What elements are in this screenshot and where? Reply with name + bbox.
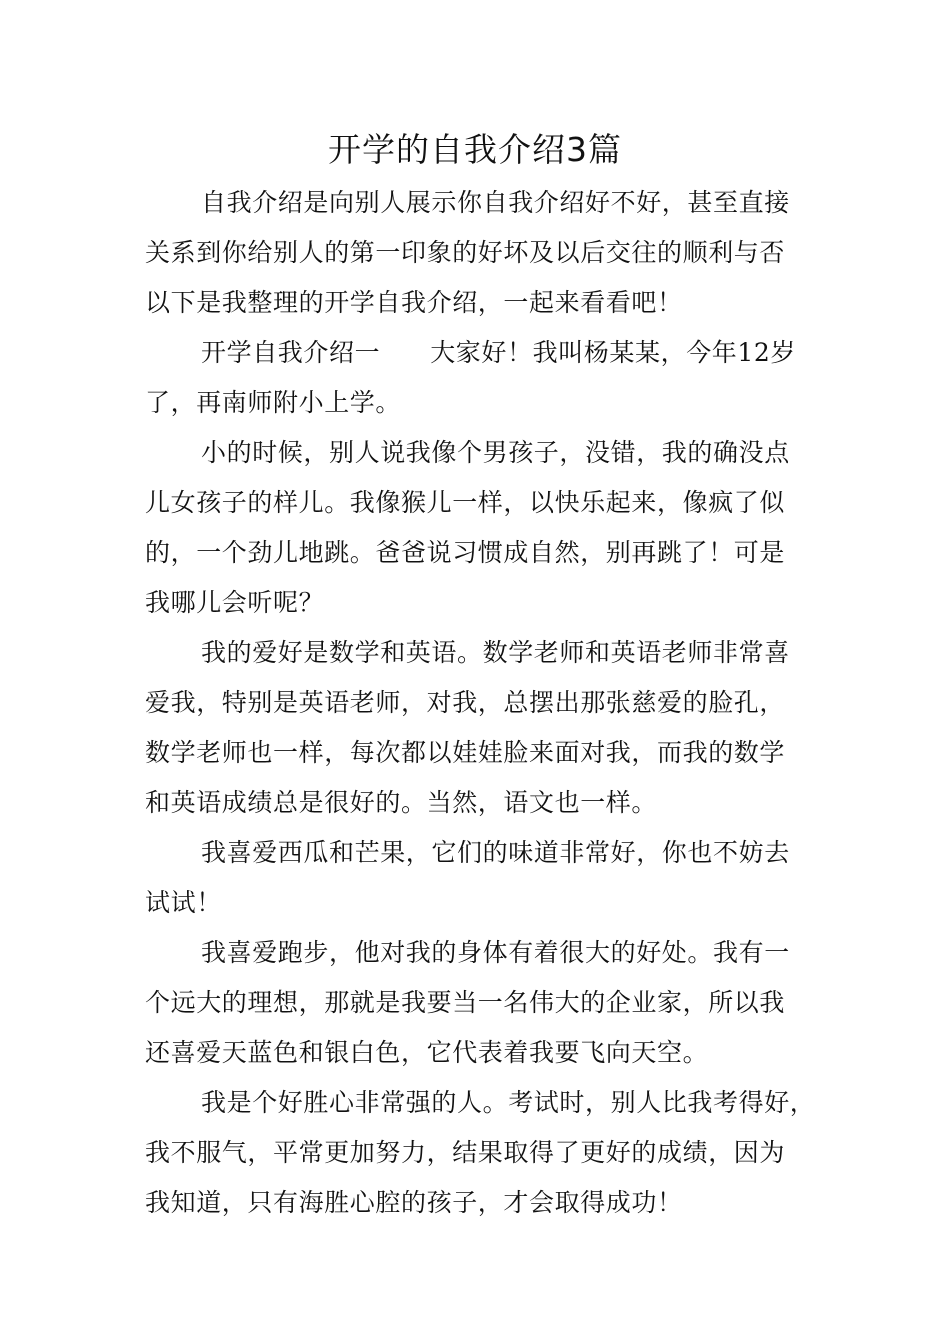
text-line: 关系到你给别人的第一印象的好坏及以后交往的顺利与否 — [145, 238, 786, 267]
text-line: 我的爱好是数学和英语。数学老师和英语老师非常喜 — [201, 638, 790, 667]
text-line: 我喜爱西瓜和芒果，它们的味道非常好，你也不妨去 — [201, 838, 790, 867]
text-line: 试试！ — [145, 888, 222, 917]
text-line: 我不服气，平常更加努力，结果取得了更好的成绩，因为 — [145, 1138, 786, 1167]
text-line: 了，再南师附小上学。 — [145, 388, 402, 417]
text-line: 自我介绍是向别人展示你自我介绍好不好，甚至直接 — [201, 188, 790, 217]
paragraph-section-one — [145, 328, 821, 428]
text-line: 我哪儿会听呢？ — [145, 588, 325, 617]
text-line: 我是个好胜心非常强的人。考试时，别人比我考得好， — [201, 1088, 816, 1117]
paragraph-fruit — [145, 828, 821, 928]
text-line: 我知道，只有海胜心腔的孩子，才会取得成功！ — [145, 1188, 683, 1217]
section-heading: 开学自我介绍一 — [201, 338, 381, 367]
paragraph-running — [145, 928, 821, 1078]
paragraph-competitive — [145, 1078, 821, 1228]
paragraph-hobbies — [145, 628, 821, 828]
paragraph-childhood — [145, 428, 821, 628]
text-line: 我喜爱跑步，他对我的身体有着很大的好处。我有一 — [201, 938, 790, 967]
text-line: 小的时候，别人说我像个男孩子，没错，我的确没点 — [201, 438, 790, 467]
text-line: 还喜爱天蓝色和银白色，它代表着我要飞向天空。 — [145, 1038, 709, 1067]
text-line: 和英语成绩总是很好的。当然，语文也一样。 — [145, 788, 658, 817]
text-line: 个远大的理想，那就是我要当一名伟大的企业家，所以我 — [145, 988, 786, 1017]
text-line: 以下是我整理的开学自我介绍，一起来看看吧！ — [145, 288, 683, 317]
paragraph-intro — [145, 178, 821, 328]
text-line: 的，一个劲儿地跳。爸爸说习惯成自然，别再跳了！可是 — [145, 538, 786, 567]
document-body — [145, 178, 821, 1228]
text-line: 爱我，特别是英语老师，对我，总摆出那张慈爱的脸孔， — [145, 688, 786, 717]
text-line: 儿女孩子的样儿。我像猴儿一样，以快乐起来，像疯了似 — [145, 488, 786, 517]
document-title: 开学的自我介绍3篇 — [328, 130, 622, 169]
text-line — [145, 328, 821, 378]
section-first-line: 大家好！我叫杨某某，今年12岁 — [430, 338, 797, 367]
text-line: 数学老师也一样，每次都以娃娃脸来面对我，而我的数学 — [145, 738, 786, 767]
